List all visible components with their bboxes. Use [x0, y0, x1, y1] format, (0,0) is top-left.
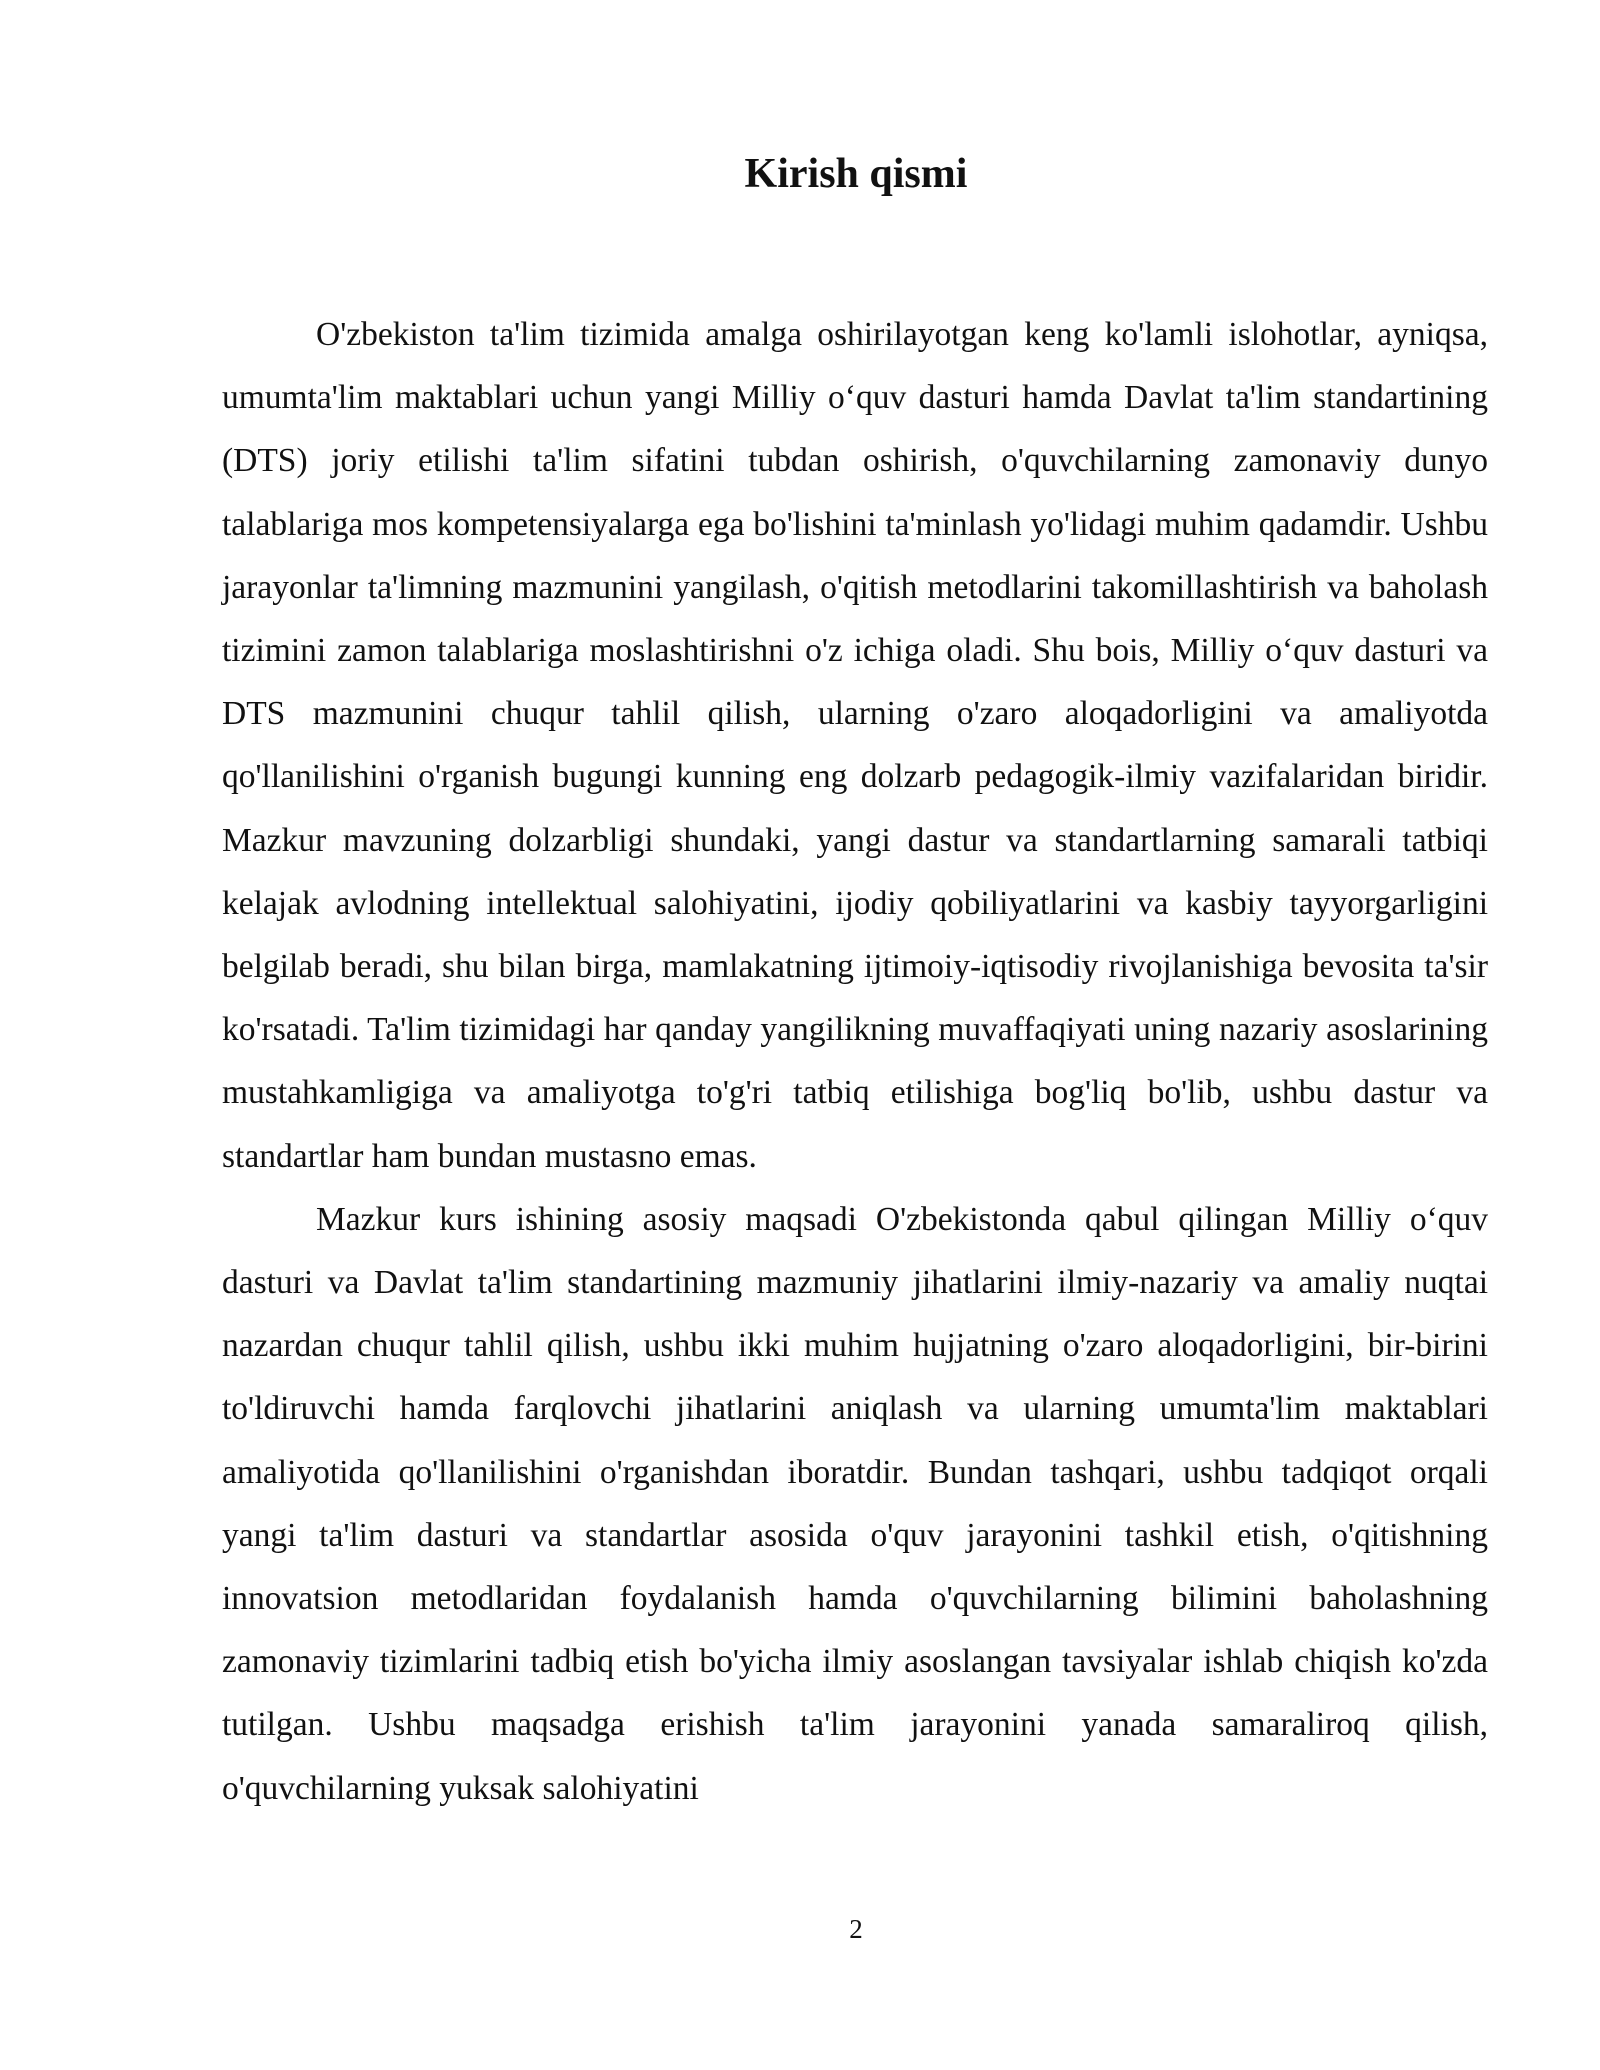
body-text — [222, 303, 1488, 1820]
paragraph-2: Mazkur kurs ishining asosiy maqsadi O'zbekistonda qabul qilingan Milliy o‘quv dasturi va Davlat ta'lim standartining mazmuniy jihatlarini ilmiy-nazariy va amaliy nuqtai nazardan chuqur tahlil qilish, ushbu ikki muhim hujjatning o'zaro aloqadorligini, bir-birini to'ldiruvchi hamda farqlovchi jihatlarini aniqlash va ularning umumta'lim maktablari amaliyotida qo'llanilishini o'rganishdan iboratdir. Bundan tashqari, ushbu tadqiqot orqali yangi ta'lim dasturi va standartlar asosida o'quv jarayonini tashkil etish, o'qitishning innovatsion metodlaridan foydalanish hamda o'quvchilarning bilimini baholashning zamonaviy tizimlarini tadbiq etish bo'yicha ilmiy asoslangan tavsiyalar ishlab chiqish ko'zda tutilgan. Ushbu maqsadga erishish ta'lim jarayonini yanada samaraliroq qilish, o'quvchilarning yuksak salohiyatini — [222, 1200, 1488, 1807]
paragraph-1: O'zbekiston ta'lim tizimida amalga oshirilayotgan keng ko'lamli islohotlar, ayniqsa, umumta'lim maktablari uchun yangi Milliy o‘quv dasturi hamda Davlat ta'lim standartining (DTS) joriy etilishi ta'lim sifatini tubdan oshirish, o'quvchilarning zamonaviy dunyo talablariga mos kompetensiyalarga ega bo'lishini ta'minlash yo'lidagi muhim qadamdir. Ushbu jarayonlar ta'limning mazmunini yangilash, o'qitish metodlarini takomillashtirish va baholash tizimini zamon talablariga moslashtirishni o'z ichiga oladi. Shu bois, Milliy o‘quv dasturi va DTS mazmunini chuqur tahlil qilish, ularning o'zaro aloqadorligini va amaliyotda qo'llanilishini o'rganish bugungi kunning eng dolzarb pedagogik-ilmiy vazifalaridan biridir. Mazkur mavzuning dolzarbligi shundaki, yangi dastur va standartlarning samarali tatbiqi kelajak avlodning intellektual salohiyatini, ijodiy qobiliyatlarini va kasbiy tayyorgarligini belgilab beradi, shu bilan birga, mamlakatning ijtimoiy-iqtisodiy rivojlanishiga bevosita ta'sir ko'rsatadi. Ta'lim tizimidagi har qanday yangilikning muvaffaqiyati uning nazariy asoslarining mustahkamligiga va amaliyotga to'g'ri tatbiq etilishiga bog'liq bo'lib, ushbu dastur va standartlar ham bundan mustasno emas. — [222, 316, 1488, 1175]
page-number: 2 — [849, 1914, 863, 1944]
page-title: Kirish qismi — [744, 151, 968, 197]
